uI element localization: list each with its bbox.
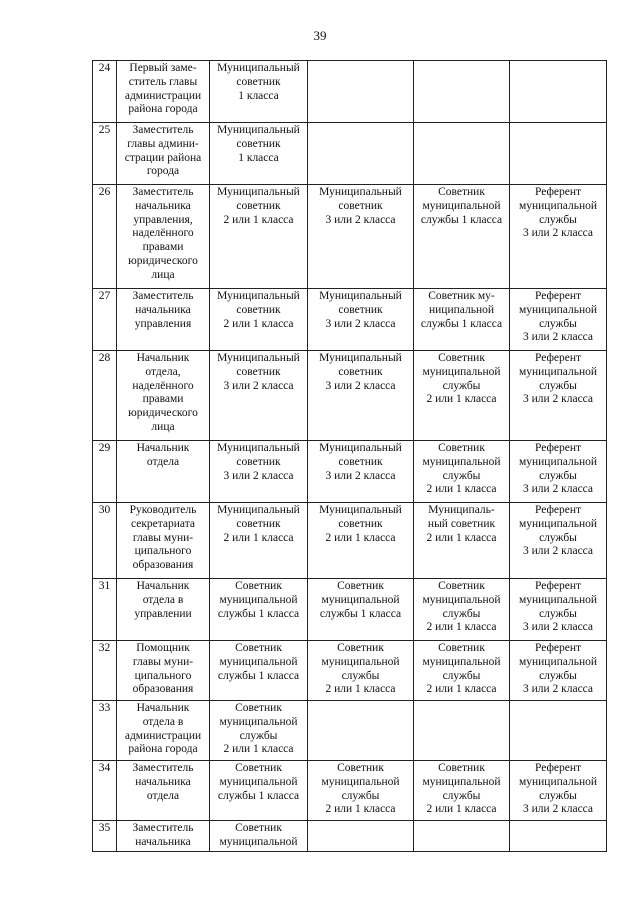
rank-d-cell xyxy=(510,503,607,579)
cell-line: 2 или 1 класса xyxy=(325,531,396,544)
cell-line: отдела в xyxy=(142,593,184,606)
cell-line: муниципальной xyxy=(518,655,598,668)
cell-line: Референт xyxy=(534,290,582,302)
rank-c-cell xyxy=(414,503,510,579)
cell-line: 2 или 1 класса xyxy=(426,803,497,816)
rank-b-cell xyxy=(308,503,414,579)
position-title xyxy=(117,351,210,441)
table-body xyxy=(93,61,607,852)
cell-line: Начальник xyxy=(136,442,190,454)
table-row xyxy=(93,185,607,289)
position-title xyxy=(117,289,210,351)
cell-line: Муниципальный xyxy=(217,442,300,454)
rank-b-cell xyxy=(308,821,414,852)
cell-line: службы xyxy=(539,607,577,620)
cell-line: главы муни- xyxy=(132,531,194,544)
rank-a-cell xyxy=(210,441,308,503)
rank-b-cell xyxy=(308,61,414,123)
page-number: 39 xyxy=(313,28,327,43)
rank-b-cell xyxy=(308,289,414,351)
cell-line: Советник xyxy=(337,642,384,654)
cell-line: муниципальной xyxy=(518,455,598,468)
cell-line: муниципальной xyxy=(219,655,298,668)
cell-line: отдела, xyxy=(145,365,181,378)
cell-line: 3 или 2 класса xyxy=(522,803,594,816)
cell-line: страции района xyxy=(124,151,202,164)
rank-c-cell xyxy=(414,289,510,351)
rank-d-cell xyxy=(510,641,607,701)
cell-line: муниципальной xyxy=(518,775,598,788)
rank-c-cell xyxy=(414,821,510,852)
cell-line: советник xyxy=(338,455,383,468)
cell-line: Муниципальный xyxy=(217,504,300,516)
cell-line: 3 или 2 класса xyxy=(522,545,594,558)
position-title xyxy=(117,503,210,579)
cell-line: службы xyxy=(442,669,481,682)
rank-a-cell xyxy=(210,761,308,821)
rank-a-cell xyxy=(210,821,308,852)
cell-line: Муниципальный xyxy=(319,290,402,302)
cell-line: Советник му- xyxy=(428,290,495,302)
rank-d-cell xyxy=(510,701,607,761)
cell-line: Советник xyxy=(438,352,485,364)
cell-line: начальника xyxy=(135,835,191,848)
cell-line: 3 или 2 класса xyxy=(522,621,594,634)
rank-b-cell xyxy=(308,579,414,641)
rank-c-cell xyxy=(414,579,510,641)
cell-line: 3 или 2 класса xyxy=(522,683,594,696)
cell-line: Муниципальный xyxy=(319,442,402,454)
cell-line: советник xyxy=(338,303,383,316)
cell-line: советник xyxy=(236,455,281,468)
cell-line: ниципальной xyxy=(428,303,495,316)
rank-a-cell xyxy=(210,503,308,579)
rank-c-cell xyxy=(414,761,510,821)
cell-line: района города xyxy=(128,103,198,116)
rank-a-cell xyxy=(210,351,308,441)
rank-a-cell xyxy=(210,641,308,701)
table-row xyxy=(93,503,607,579)
rank-b-cell xyxy=(308,123,414,185)
cell-line: Первый заме- xyxy=(129,62,197,74)
cell-line: Руководитель xyxy=(129,504,197,516)
rank-a-cell xyxy=(210,61,308,123)
cell-line: правами xyxy=(142,241,184,254)
cell-line: советник xyxy=(338,517,383,530)
cell-line: муниципальной xyxy=(219,835,298,848)
rank-c-cell xyxy=(414,441,510,503)
position-title xyxy=(117,641,210,701)
rank-b-cell xyxy=(308,185,414,289)
position-title xyxy=(117,821,210,852)
cell-line: муниципальной xyxy=(321,655,400,668)
cell-line: 2 или 1 класса xyxy=(426,531,497,544)
cell-line: муниципальной xyxy=(518,199,598,212)
cell-line: 3 или 2 класса xyxy=(522,483,594,496)
cell-line: советник xyxy=(236,303,281,316)
cell-line: Муниципальный xyxy=(217,186,300,198)
cell-line: начальника xyxy=(135,775,191,788)
cell-line: муниципальной xyxy=(422,655,501,668)
cell-line: Муниципаль- xyxy=(428,504,495,516)
cell-line: 2 или 1 класса xyxy=(426,393,497,406)
cell-line: Референт xyxy=(534,642,582,654)
cell-line: службы 1 класса xyxy=(217,789,300,802)
table-row xyxy=(93,761,607,821)
cell-line: Заместитель xyxy=(132,124,194,136)
cell-line: 2 или 1 класса xyxy=(426,621,497,634)
rank-d-cell xyxy=(510,821,607,852)
cell-line: образования xyxy=(132,683,194,696)
cell-line: муниципальной xyxy=(518,365,598,378)
cell-line: службы 1 класса xyxy=(217,607,300,620)
cell-line: образования xyxy=(132,559,194,572)
cell-line: Муниципальный xyxy=(319,352,402,364)
cell-line: юридического xyxy=(128,254,198,267)
cell-line: главы муни- xyxy=(132,655,194,668)
cell-line: муниципальной xyxy=(518,303,598,316)
cell-line: лица xyxy=(151,420,175,433)
cell-line: службы 1 класса xyxy=(319,607,402,620)
cell-line: службы xyxy=(239,729,278,742)
cell-line: службы xyxy=(539,469,577,482)
cell-line: Заместитель xyxy=(132,186,194,198)
cell-line: службы xyxy=(341,789,380,802)
cell-line: Начальник xyxy=(136,702,190,714)
rank-d-cell xyxy=(510,761,607,821)
rank-c-cell xyxy=(414,123,510,185)
cell-line: Советник xyxy=(235,762,282,774)
cell-line: муниципальной xyxy=(219,593,298,606)
cell-line: 3 или 2 класса xyxy=(223,379,294,392)
position-title xyxy=(117,441,210,503)
cell-line: Советник xyxy=(235,642,282,654)
cell-line: наделённого xyxy=(132,227,194,240)
cell-line: Референт xyxy=(534,186,582,198)
cell-line: Начальник xyxy=(136,580,190,592)
cell-line: 2 или 1 класса xyxy=(223,317,294,330)
rank-c-cell xyxy=(414,351,510,441)
position-title xyxy=(117,185,210,289)
cell-line: Заместитель xyxy=(132,822,194,834)
cell-line: юридического xyxy=(128,407,198,420)
cell-line: 2 или 1 класса xyxy=(223,531,294,544)
cell-line: муниципальной xyxy=(219,775,298,788)
table-row xyxy=(93,351,607,441)
cell-line: Референт xyxy=(534,352,582,364)
position-title xyxy=(117,579,210,641)
cell-line: советник xyxy=(236,365,281,378)
cell-line: Советник xyxy=(235,822,282,834)
rank-a-cell xyxy=(210,701,308,761)
cell-line: начальника xyxy=(135,303,191,316)
rank-b-cell xyxy=(308,701,414,761)
rank-c-cell xyxy=(414,641,510,701)
table-row xyxy=(93,441,607,503)
cell-line: 3 или 2 класса xyxy=(522,227,594,240)
rank-d-cell xyxy=(510,123,607,185)
cell-line: советник xyxy=(236,75,281,88)
cell-line: муниципальной xyxy=(422,199,501,212)
cell-line: района города xyxy=(128,743,198,756)
row-number: 30 xyxy=(93,503,117,579)
table-row xyxy=(93,579,607,641)
cell-line: Референт xyxy=(534,504,582,516)
rank-d-cell xyxy=(510,61,607,123)
cell-line: службы 1 класса xyxy=(420,213,503,226)
cell-line: Советник xyxy=(337,580,384,592)
row-number: 34 xyxy=(93,761,117,821)
position-title xyxy=(117,761,210,821)
row-number: 28 xyxy=(93,351,117,441)
cell-line: ный советник xyxy=(427,517,496,530)
cell-line: администрации xyxy=(124,729,202,742)
cell-line: Референт xyxy=(534,580,582,592)
cell-line: муниципальной xyxy=(518,517,598,530)
row-number: 25 xyxy=(93,123,117,185)
position-title xyxy=(117,701,210,761)
rank-d-cell xyxy=(510,289,607,351)
rank-c-cell xyxy=(414,61,510,123)
cell-line: советник xyxy=(236,137,281,150)
cell-line: службы xyxy=(442,789,481,802)
row-number: 33 xyxy=(93,701,117,761)
cell-line: Муниципальный xyxy=(319,504,402,516)
cell-line: 3 или 2 класса xyxy=(522,331,594,344)
cell-line: службы xyxy=(442,607,481,620)
cell-line: Советник xyxy=(337,762,384,774)
cell-line: 1 класса xyxy=(238,151,279,164)
cell-line: Начальник xyxy=(136,352,190,364)
rank-a-cell xyxy=(210,123,308,185)
row-number: 29 xyxy=(93,441,117,503)
cell-line: 3 или 2 класса xyxy=(522,393,594,406)
cell-line: наделённого xyxy=(132,379,194,392)
cell-line: Советник xyxy=(438,442,485,454)
cell-line: Советник xyxy=(438,762,485,774)
cell-line: Заместитель xyxy=(132,290,194,302)
rank-b-cell xyxy=(308,351,414,441)
row-number: 26 xyxy=(93,185,117,289)
cell-line: службы xyxy=(539,213,577,226)
cell-line: Помощник xyxy=(136,642,190,654)
cell-line: Референт xyxy=(534,762,582,774)
cell-line: муниципальной xyxy=(321,775,400,788)
cell-line: муниципальной xyxy=(422,365,501,378)
cell-line: 2 или 1 класса xyxy=(223,213,294,226)
cell-line: советник xyxy=(338,365,383,378)
rank-b-cell xyxy=(308,441,414,503)
cell-line: Муниципальный xyxy=(217,290,300,302)
cell-line: службы xyxy=(442,379,481,392)
cell-line: службы xyxy=(341,669,380,682)
rank-d-cell xyxy=(510,185,607,289)
cell-line: отдела xyxy=(146,455,180,468)
cell-line: ципального xyxy=(134,669,192,682)
rank-b-cell xyxy=(308,641,414,701)
cell-line: 3 или 2 класса xyxy=(325,379,396,392)
cell-line: службы xyxy=(442,469,481,482)
row-number: 31 xyxy=(93,579,117,641)
cell-line: 2 или 1 класса xyxy=(223,743,294,756)
cell-line: отдела в xyxy=(142,715,184,728)
rank-a-cell xyxy=(210,185,308,289)
cell-line: управления, xyxy=(133,213,193,226)
position-title xyxy=(117,123,210,185)
cell-line: управлении xyxy=(134,607,192,620)
table-row xyxy=(93,61,607,123)
table-row xyxy=(93,289,607,351)
row-number: 32 xyxy=(93,641,117,701)
cell-line: Муниципальный xyxy=(217,62,300,74)
cell-line: главы админи- xyxy=(127,137,199,150)
cell-line: Советник xyxy=(438,580,485,592)
cell-line: правами xyxy=(142,393,184,406)
rank-d-cell xyxy=(510,441,607,503)
cell-line: 3 или 2 класса xyxy=(325,317,396,330)
cell-line: муниципальной xyxy=(422,455,501,468)
cell-line: муниципальной xyxy=(219,715,298,728)
cell-line: города xyxy=(146,165,180,178)
rank-d-cell xyxy=(510,579,607,641)
cell-line: 3 или 2 класса xyxy=(223,469,294,482)
grade-table xyxy=(92,60,607,852)
cell-line: 2 или 1 класса xyxy=(325,803,396,816)
rank-a-cell xyxy=(210,289,308,351)
cell-line: службы xyxy=(539,317,577,330)
cell-line: службы xyxy=(539,669,577,682)
cell-line: 2 или 1 класса xyxy=(325,683,396,696)
rank-a-cell xyxy=(210,579,308,641)
cell-line: советник xyxy=(236,199,281,212)
cell-line: ститель главы xyxy=(128,75,198,88)
cell-line: лица xyxy=(151,268,175,281)
cell-line: отдела xyxy=(146,789,180,802)
cell-line: муниципальной xyxy=(422,775,501,788)
table-row xyxy=(93,821,607,852)
row-number: 35 xyxy=(93,821,117,852)
cell-line: Муниципальный xyxy=(319,186,402,198)
cell-line: 2 или 1 класса xyxy=(426,683,497,696)
cell-line: Советник xyxy=(235,580,282,592)
cell-line: 3 или 2 класса xyxy=(325,213,396,226)
cell-line: секретариата xyxy=(130,517,196,530)
cell-line: советник xyxy=(236,517,281,530)
cell-line: начальника xyxy=(135,199,191,212)
rank-c-cell xyxy=(414,185,510,289)
cell-line: советник xyxy=(338,199,383,212)
cell-line: службы xyxy=(539,531,577,544)
rank-b-cell xyxy=(308,761,414,821)
cell-line: управления xyxy=(134,317,192,330)
rank-d-cell xyxy=(510,351,607,441)
table-row xyxy=(93,701,607,761)
cell-line: 3 или 2 класса xyxy=(325,469,396,482)
row-number: 24 xyxy=(93,61,117,123)
cell-line: администрации xyxy=(124,89,202,102)
cell-line: Муниципальный xyxy=(217,124,300,136)
row-number: 27 xyxy=(93,289,117,351)
cell-line: 1 класса xyxy=(238,89,279,102)
table-row xyxy=(93,641,607,701)
cell-line: службы xyxy=(539,379,577,392)
cell-line: службы xyxy=(539,789,577,802)
cell-line: муниципальной xyxy=(321,593,400,606)
cell-line: Референт xyxy=(534,442,582,454)
cell-line: муниципальной xyxy=(422,593,501,606)
cell-line: Заместитель xyxy=(132,762,194,774)
cell-line: Муниципальный xyxy=(217,352,300,364)
cell-line: службы 1 класса xyxy=(420,317,503,330)
cell-line: ципального xyxy=(134,545,192,558)
cell-line: Советник xyxy=(235,702,282,714)
cell-line: Советник xyxy=(438,642,485,654)
cell-line: службы 1 класса xyxy=(217,669,300,682)
cell-line: муниципальной xyxy=(518,593,598,606)
table-row xyxy=(93,123,607,185)
position-title xyxy=(117,61,210,123)
cell-line: Советник xyxy=(438,186,485,198)
cell-line: 2 или 1 класса xyxy=(426,483,497,496)
rank-c-cell xyxy=(414,701,510,761)
